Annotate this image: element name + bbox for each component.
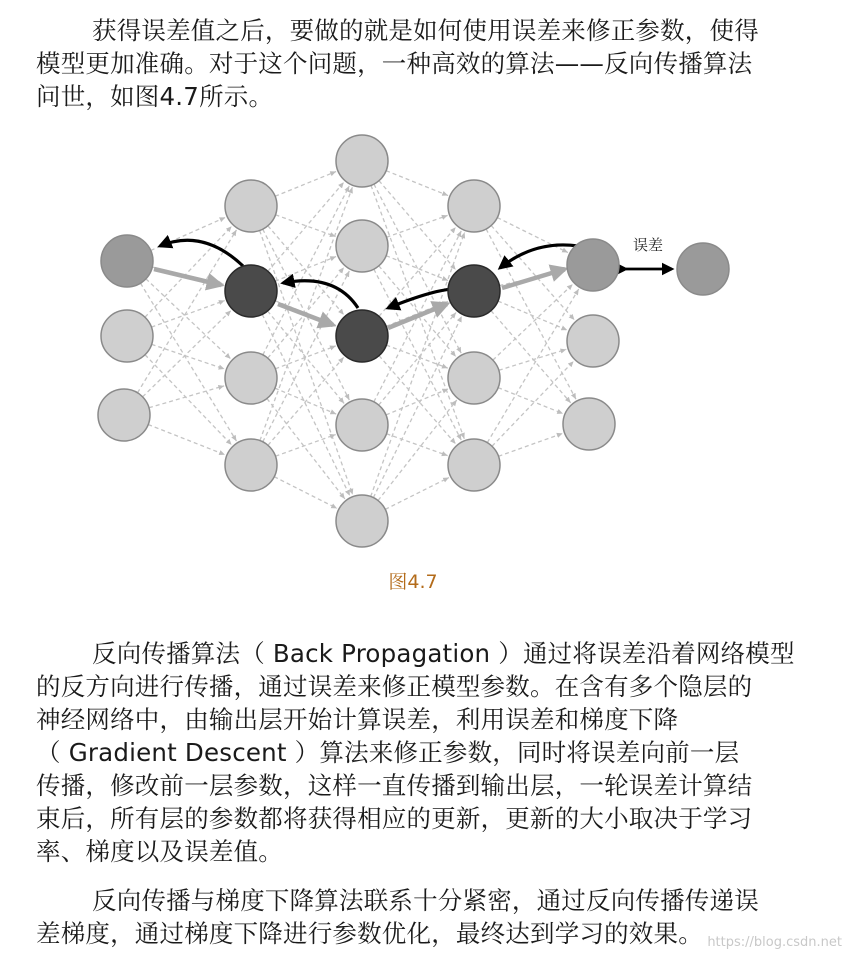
- text-line: 反向传播与梯度下降算法联系十分紧密，通过反向传播传递误: [92, 886, 759, 915]
- neuron-node: [225, 439, 277, 491]
- figure-caption: 图4.7: [388, 571, 438, 593]
- text-line: 传播，修改前一层参数，这样一直传播到输出层，一轮误差计算结: [36, 771, 753, 800]
- dashed-connection: [386, 171, 448, 196]
- neuron-node: [336, 220, 388, 272]
- text-line: 率、梯度以及误差值。: [36, 837, 283, 866]
- active-neuron-node: [225, 265, 277, 317]
- neuron-node: [336, 399, 388, 451]
- neuron-node: [567, 315, 619, 367]
- neuron-node: [225, 352, 277, 404]
- dashed-connection: [268, 182, 344, 271]
- dashed-connection: [498, 433, 562, 456]
- text-line: （ Gradient Descent ）算法来修正参数，同时将误差向前一层: [36, 738, 740, 767]
- neuron-node: [101, 310, 153, 362]
- text-line: 的反方向进行传播，通过误差来修正模型参数。在含有多个隐层的: [36, 672, 753, 701]
- text-line: 问世，如图4.7所示。: [36, 82, 274, 111]
- text-line: 反向传播算法（ Back Propagation ）通过将误差沿着网络模型: [92, 639, 795, 668]
- dashed-connection: [148, 425, 225, 455]
- dashed-connection: [145, 355, 232, 445]
- neuron-node: [101, 235, 153, 287]
- dashed-connection: [385, 478, 449, 510]
- gradient-paragraph: [36, 884, 816, 950]
- dashed-connection: [152, 344, 225, 369]
- neuron-node: [225, 180, 277, 232]
- backprop-network-diagram: [0, 128, 850, 558]
- text-line: 获得误差值之后，要做的就是如何使用误差来修正参数，使得: [92, 16, 759, 45]
- neuron-node: [448, 439, 500, 491]
- dashed-connection: [378, 400, 457, 500]
- neuron-node: [677, 243, 729, 295]
- neuron-node: [563, 398, 615, 450]
- dashed-connection: [267, 399, 345, 499]
- network-nodes: [98, 135, 729, 547]
- neuron-node: [98, 389, 150, 441]
- dashed-connection: [499, 349, 566, 370]
- dashed-connection: [143, 311, 231, 397]
- text-line: 差梯度，通过梯度下降进行参数优化，最终达到学习的效果。: [36, 919, 703, 948]
- text-line: 模型更加准确。对于这个问题，一种高效的算法——反向传播算法: [36, 49, 753, 78]
- text-line: 束后，所有层的参数都将获得相应的更新，更新的大小取决于学习: [36, 804, 753, 833]
- dashed-connection: [379, 266, 456, 357]
- neuron-node: [448, 352, 500, 404]
- text-line: 神经网络中，由输出层开始计算误差，利用误差和梯度下降: [36, 705, 679, 734]
- dashed-connection: [498, 388, 563, 414]
- intro-paragraph: [36, 14, 816, 113]
- dashed-connection: [386, 389, 448, 415]
- watermark: https://blog.csdn.net: [707, 935, 842, 950]
- dashed-connection: [275, 434, 335, 456]
- dashed-connection: [493, 284, 573, 360]
- dashed-connection: [491, 226, 574, 320]
- neuron-node: [567, 239, 619, 291]
- neuron-node: [336, 495, 388, 547]
- neuron-node: [336, 135, 388, 187]
- dashed-connection: [151, 301, 224, 328]
- neuron-node: [448, 180, 500, 232]
- dashed-connection: [149, 386, 224, 408]
- dashed-connection: [379, 181, 456, 270]
- dashed-connection: [275, 215, 335, 237]
- backprop-paragraph: [36, 637, 816, 868]
- dashed-connection: [275, 257, 336, 282]
- dashed-connection: [268, 357, 344, 445]
- active-neuron-node: [448, 265, 500, 317]
- dashed-connection: [497, 218, 568, 253]
- dashed-connection: [386, 215, 447, 237]
- dashed-connection: [274, 477, 337, 509]
- dashed-connection: [275, 172, 336, 197]
- error-label: 误差: [632, 236, 664, 254]
- active-neuron-node: [336, 310, 388, 362]
